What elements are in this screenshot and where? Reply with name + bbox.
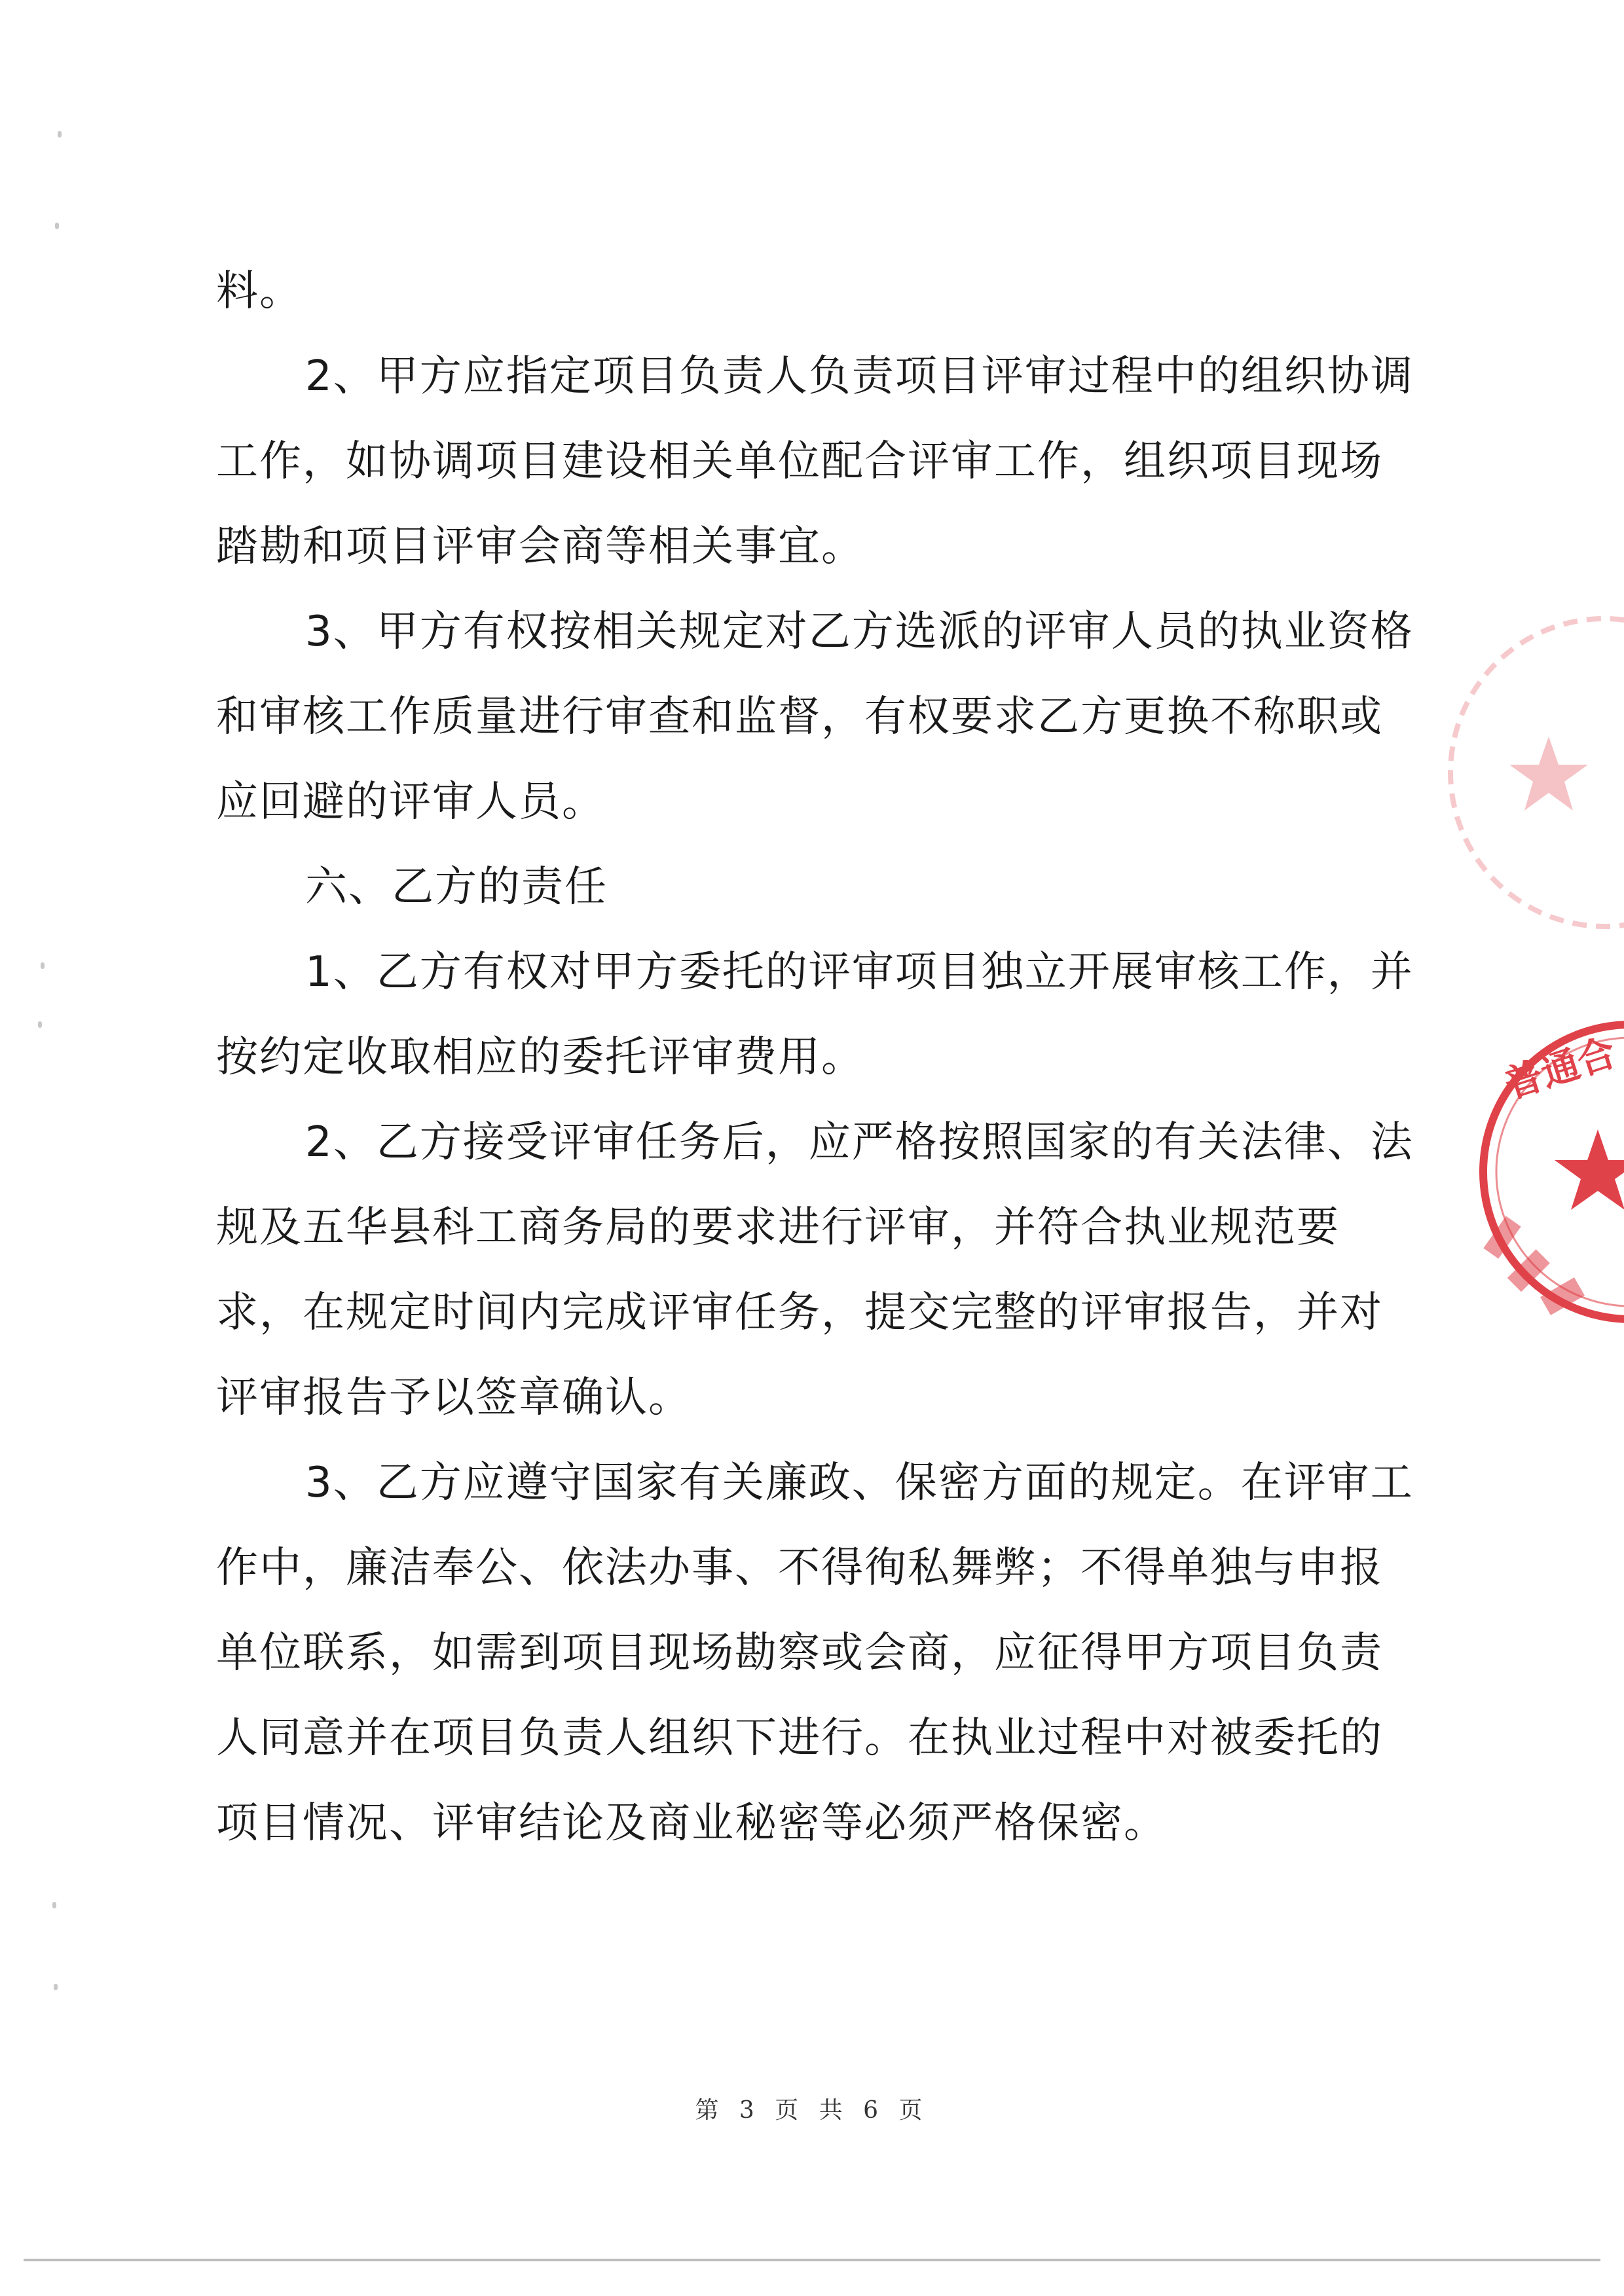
company-seal-stamp	[1467, 1002, 1624, 1342]
scan-speck	[54, 1984, 58, 1990]
faded-seal-stamp	[1434, 602, 1624, 943]
scan-speck	[38, 1021, 42, 1028]
paragraph-1: 料。	[216, 267, 303, 316]
paragraph-5: 2、乙方接受评审任务后，应严格按照国家的有关法律、法规及五华县科工商务局的要求进行评审，并符合执业规范要求，在规定时间内完成评审任务，提交完整的评审报告，并对评审报告予以签章确认。	[216, 1118, 1414, 1422]
page-number-footer: 第 3 页 共 6 页	[695, 2097, 929, 2124]
bottom-divider	[24, 2259, 1600, 2261]
scan-speck	[58, 131, 62, 137]
body-text	[216, 249, 1414, 1866]
scan-speck	[55, 223, 59, 229]
paragraph-6: 3、乙方应遵守国家有关廉政、保密方面的规定。在评审工作中，廉洁奉公、依法办事、不得徇私舞弊；不得单独与申报单位联系，如需到项目现场勘察或会商，应征得甲方项目负责人同意并在项目负责人组织下进行。在执业过程中对被委托的项目情况、评审结论及商业秘密等必须严格保密。	[216, 1459, 1414, 1848]
seal-text: 普通合	[1499, 1029, 1621, 1108]
scan-speck	[52, 1902, 56, 1908]
scan-speck	[41, 962, 45, 969]
paragraph-3: 3、甲方有权按相关规定对乙方选派的评审人员的执业资格和审核工作质量进行审查和监督，有权要求乙方更换不称职或应回避的评审人员。	[216, 608, 1414, 826]
section-heading: 六、乙方的责任	[305, 863, 608, 911]
paragraph-2: 2、甲方应指定项目负责人负责项目评审过程中的组织协调工作，如协调项目建设相关单位配合评审工作，组织项目现场踏勘和项目评审会商等相关事宜。	[216, 352, 1414, 571]
paragraph-4: 1、乙方有权对甲方委托的评审项目独立开展审核工作，并按约定收取相应的委托评审费用。	[216, 948, 1414, 1082]
